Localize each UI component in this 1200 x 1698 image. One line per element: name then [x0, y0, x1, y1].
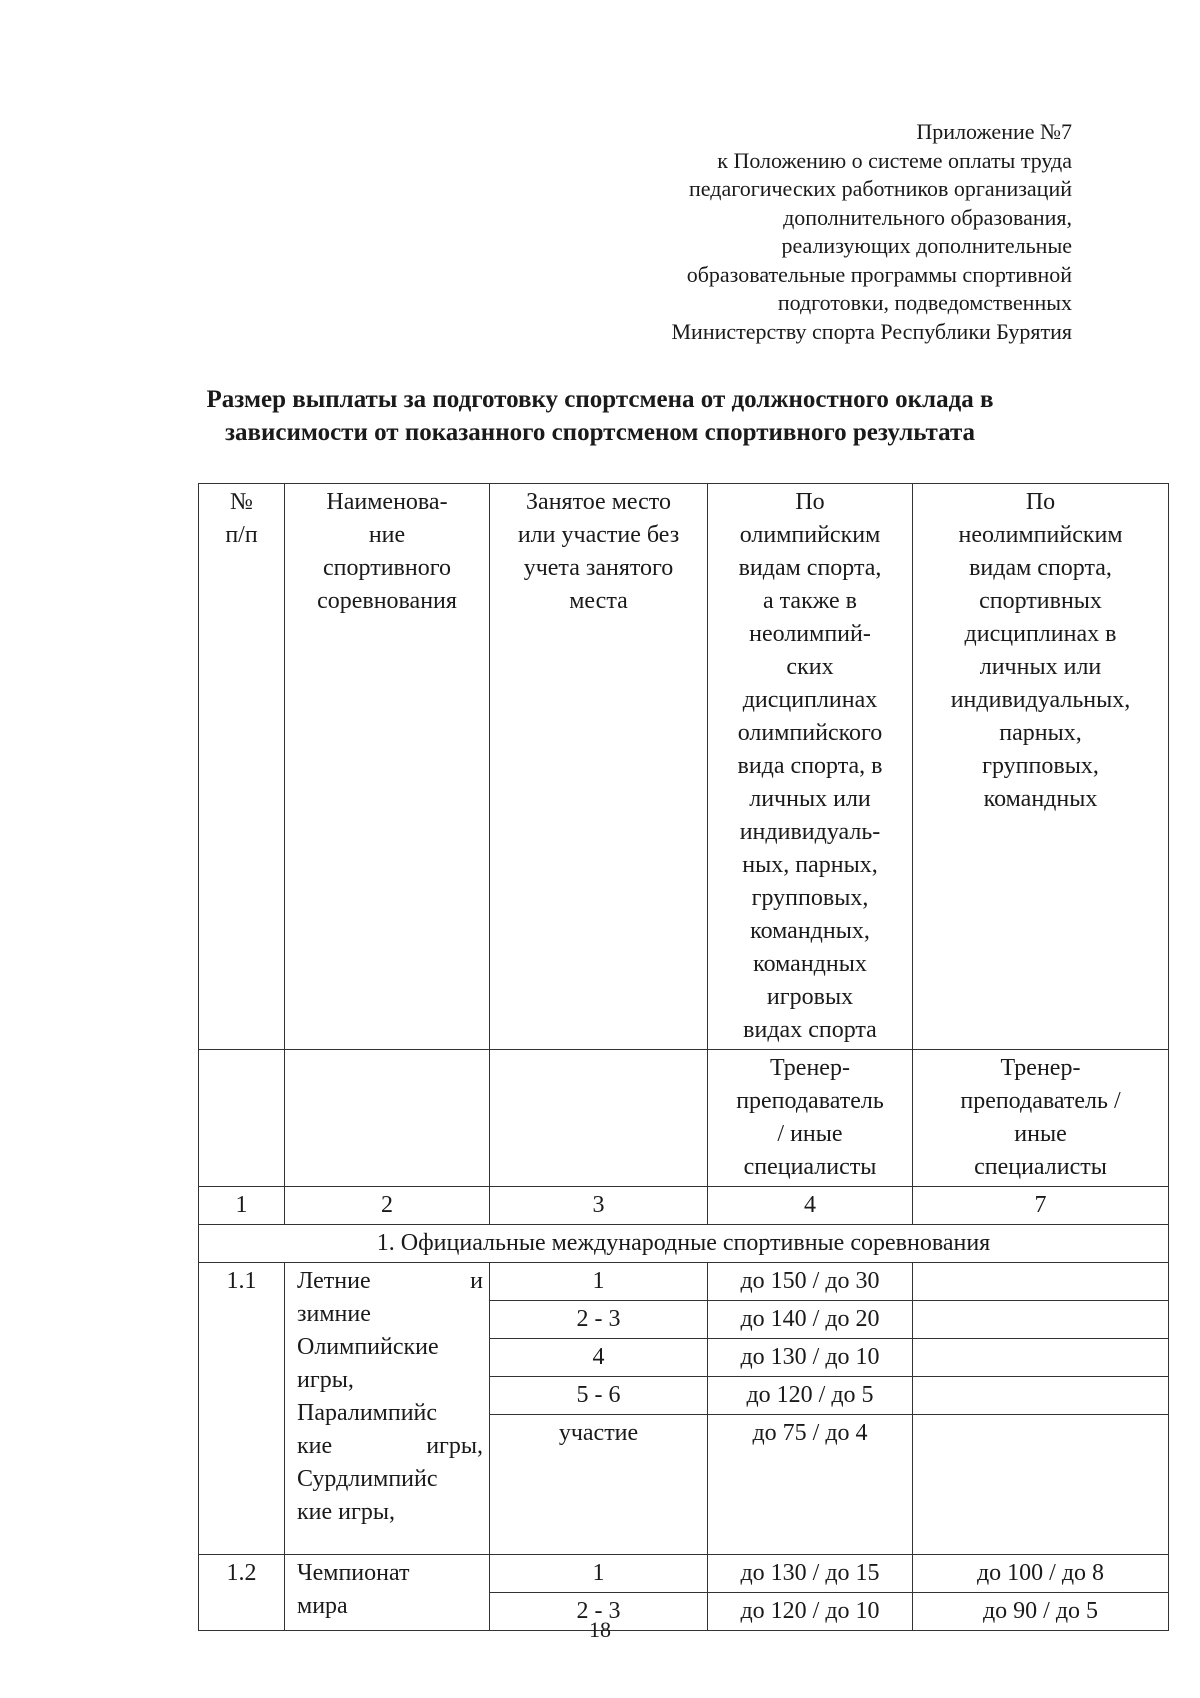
place-cell: 5 - 6 [490, 1377, 708, 1415]
olympic-value: до 140 / до 20 [708, 1301, 913, 1339]
header-line: педагогических работников организаций [689, 176, 1072, 201]
row-number: 1.1 [199, 1263, 285, 1555]
row-number: 1.2 [199, 1555, 285, 1631]
header-line: подготовки, подведомственных [777, 290, 1072, 315]
table-subheader-row [199, 1050, 1169, 1187]
table-row [199, 1263, 1169, 1301]
nonolympic-value [913, 1263, 1169, 1301]
column-number: 2 [285, 1187, 490, 1225]
place-cell: 2 - 3 [490, 1301, 708, 1339]
olympic-value: до 75 / до 4 [708, 1415, 913, 1555]
place-cell: 4 [490, 1339, 708, 1377]
nonolympic-value [913, 1415, 1169, 1555]
column-number-row [199, 1187, 1169, 1225]
nonolympic-value [913, 1377, 1169, 1415]
header-line: к Положению о системе оплаты труда [717, 147, 1072, 173]
page-number: 18 [589, 1617, 611, 1642]
payment-table [198, 483, 1169, 1631]
place-cell: 2 - 3 [490, 1593, 708, 1631]
nonolympic-value: до 90 / до 5 [913, 1593, 1169, 1631]
column-number: 1 [199, 1187, 285, 1225]
place-cell: 1 [490, 1263, 708, 1301]
title-line: Размер выплаты за подготовку спортсмена от должностного оклада в [206, 386, 994, 413]
header-col-number: № п/п [199, 484, 285, 1050]
column-number: 4 [708, 1187, 913, 1225]
header-line: образовательные программы спортивной [686, 261, 1072, 287]
section-title: 1. Официальные международные спортивные соревнования [199, 1225, 1169, 1263]
olympic-value: до 120 / до 10 [708, 1593, 913, 1631]
nonolympic-value [913, 1301, 1169, 1339]
header-line: реализующих дополнительные [781, 233, 1072, 258]
column-number: 7 [913, 1187, 1169, 1225]
nonolympic-value [913, 1339, 1169, 1377]
document-title [150, 383, 1050, 449]
nonolympic-value: до 100 / до 8 [913, 1555, 1169, 1593]
place-cell: 1 [490, 1555, 708, 1593]
competition-name: Летние и зимние Олимпийские игры, Паралимпийс кие игры, Сурдлимпийс кие игры, [285, 1263, 490, 1555]
olympic-value: до 150 / до 30 [708, 1263, 913, 1301]
title-line: зависимости от показанного спортсменом спортивного результата [224, 419, 976, 446]
header-col-place: Занятое место или участие без учета занятого места [490, 484, 708, 1050]
header-line: дополнительного образования, [783, 204, 1072, 230]
column-number: 3 [490, 1187, 708, 1225]
header-line: Приложение №7 [916, 119, 1072, 144]
appendix-header [472, 118, 1072, 346]
table-row [199, 1555, 1169, 1593]
table-cell [199, 1050, 285, 1187]
header-col-olympic: По олимпийским видам спорта, а также в неолимпий- ских дисциплинах олимпийского вида спорта, в личных или индивидуаль- ных, парных, групповых, командных, командных игровых видах спорта [708, 484, 913, 1050]
section-row [199, 1225, 1169, 1263]
olympic-value: до 120 / до 5 [708, 1377, 913, 1415]
header-col-nonolympic: По неолимпийским видам спорта, спортивных дисциплинах в личных или индивидуальных, парных, групповых, командных [913, 484, 1169, 1050]
competition-name: Чемпионат мира [285, 1555, 490, 1631]
table-cell [490, 1050, 708, 1187]
table-cell [285, 1050, 490, 1187]
header-line: Министерству спорта Республики Бурятия [671, 318, 1072, 344]
olympic-value: до 130 / до 15 [708, 1555, 913, 1593]
olympic-value: до 130 / до 10 [708, 1339, 913, 1377]
header-col-name: Наименова- ние спортивного соревнования [285, 484, 490, 1050]
subheader-olympic: Тренер- преподаватель / иные специалисты [708, 1050, 913, 1187]
table-header-row [199, 484, 1169, 1050]
place-cell: участие [490, 1415, 708, 1555]
subheader-nonolympic: Тренер- преподаватель / иные специалисты [913, 1050, 1169, 1187]
